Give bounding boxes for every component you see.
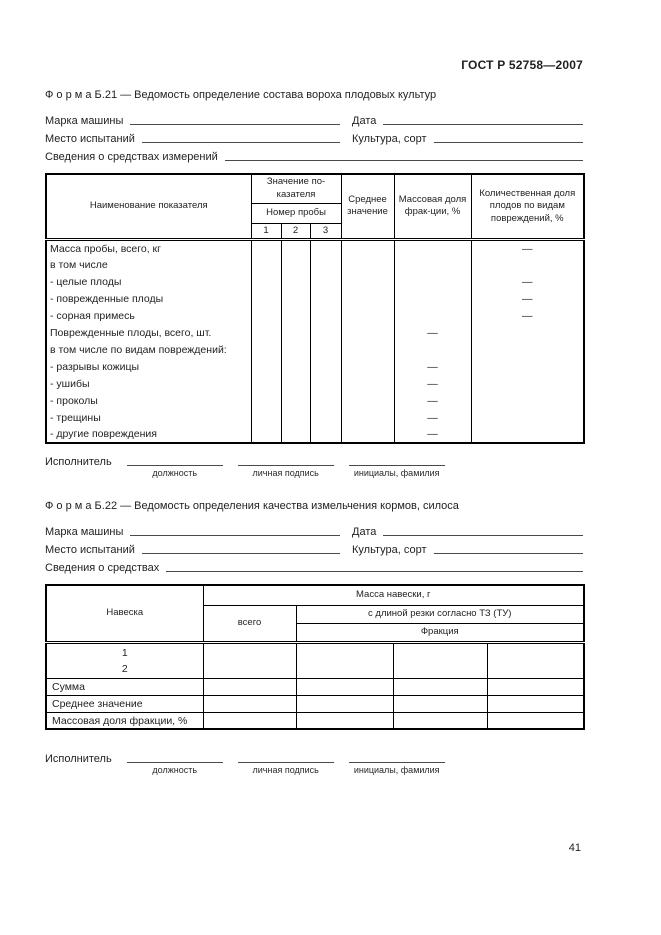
culture-label: Культура, сорт	[352, 544, 427, 557]
row-label: Масса пробы, всего, кг	[46, 239, 251, 256]
row-label: Сумма	[46, 678, 203, 695]
cell-probe-1	[251, 239, 281, 256]
cell-mean	[341, 239, 394, 256]
machine-label: Марка машины	[45, 526, 124, 539]
cell-probe-3	[310, 239, 341, 256]
row-label: в том числе по видам повреждений:	[46, 341, 251, 358]
row-label: - другие повреждения	[46, 426, 251, 443]
cell-probe-3	[310, 341, 341, 358]
cell-probe-1	[251, 273, 281, 290]
row-label: - поврежденные плоды	[46, 290, 251, 307]
cell-probe-2	[281, 358, 310, 375]
cell-fraction-3	[487, 712, 584, 729]
signature-blank-line	[349, 455, 445, 466]
cell-fraction-2	[393, 695, 487, 712]
table-row	[46, 392, 584, 409]
cell-fraction-2	[393, 712, 487, 729]
cell-mass-fraction: —	[394, 324, 471, 341]
cell-mass-fraction: —	[394, 409, 471, 426]
table-row	[46, 642, 584, 678]
cell-probe-1	[251, 358, 281, 375]
cell-mean	[341, 409, 394, 426]
cell-quantity-share	[471, 256, 584, 273]
signature-position	[127, 752, 223, 775]
field-row	[45, 109, 583, 127]
cell-probe-2	[281, 256, 310, 273]
cell-probe-3	[310, 426, 341, 443]
table-row	[46, 239, 584, 256]
page-content	[45, 58, 583, 775]
table-row	[46, 290, 584, 307]
cell-mean	[341, 375, 394, 392]
form-b21-title: Ф о р м а Б.21 — Ведомость определение состава вороха плодовых культур	[45, 89, 437, 101]
cell-total	[203, 678, 296, 695]
cell-total	[203, 712, 296, 729]
naveska-number-1: 1	[121, 646, 128, 659]
form-b22-fields	[45, 520, 583, 574]
cell-probe-1	[251, 375, 281, 392]
cell-probe-1	[251, 426, 281, 443]
standard-code: ГОСТ Р 52758—2007	[461, 58, 583, 72]
signature-blank-line	[349, 752, 445, 763]
cell-probe-2	[281, 392, 310, 409]
cell-fraction-3	[487, 642, 584, 678]
row-label: - сорная примесь	[46, 307, 251, 324]
field-row	[45, 556, 583, 574]
cell-quantity-share: —	[471, 239, 584, 256]
cell-mean	[341, 290, 394, 307]
cell-fraction-1	[296, 695, 393, 712]
cell-fraction-2	[393, 642, 487, 678]
means-label: Сведения о средствах	[45, 562, 160, 575]
naveska-numbers-cell	[46, 642, 203, 678]
col-fraction-header: Фракция	[296, 623, 584, 642]
cell-quantity-share	[471, 341, 584, 358]
table-row	[46, 341, 584, 358]
cell-probe-2	[281, 273, 310, 290]
cell-mean	[341, 358, 394, 375]
cell-quantity-share	[471, 392, 584, 409]
grinding-table-body	[46, 642, 584, 729]
measuring-blank-line	[225, 158, 583, 161]
cell-mass-fraction: —	[394, 358, 471, 375]
signature-blank-line	[238, 752, 334, 763]
culture-label: Культура, сорт	[352, 133, 427, 145]
cell-probe-1	[251, 307, 281, 324]
table-row	[46, 358, 584, 375]
culture-blank-line	[434, 140, 584, 143]
table-row	[46, 678, 584, 695]
row-label: - разрывы кожицы	[46, 358, 251, 375]
signature-blank-line	[127, 455, 223, 466]
field-date	[352, 526, 583, 538]
col-naveska-header: Навеска	[46, 585, 203, 642]
col-cut-length-header: с длиной резки согласно ТЗ (ТУ)	[296, 605, 584, 623]
cell-probe-3	[310, 256, 341, 273]
cell-probe-1	[251, 256, 281, 273]
field-date	[352, 115, 583, 127]
cell-fraction-3	[487, 695, 584, 712]
cell-mean	[341, 273, 394, 290]
composition-table	[45, 173, 585, 444]
position-sublabel: должность	[152, 765, 198, 776]
field-place	[45, 544, 340, 556]
cell-probe-1	[251, 409, 281, 426]
cell-probe-3	[310, 307, 341, 324]
signature-personal	[238, 455, 334, 478]
table-row	[46, 712, 584, 729]
cell-mass-fraction	[394, 273, 471, 290]
col-name-header: Наименование показателя	[46, 174, 251, 239]
name-sublabel: инициалы, фамилия	[353, 468, 440, 479]
row-label: Поврежденные плоды, всего, шт.	[46, 324, 251, 341]
cell-fraction-1	[296, 642, 393, 678]
table-row	[46, 273, 584, 290]
date-blank-line	[383, 122, 583, 125]
cell-probe-1	[251, 392, 281, 409]
culture-blank-line	[434, 551, 584, 554]
cell-probe-2	[281, 409, 310, 426]
field-row	[45, 538, 583, 556]
signature-blank-line	[238, 455, 334, 466]
col-mean-header: Среднее значение	[341, 174, 394, 239]
executor-block-b22	[45, 752, 583, 775]
measuring-label: Сведения о средствах измерений	[45, 151, 218, 163]
cell-probe-2	[281, 341, 310, 358]
col-value-header: Значение по-казателя	[251, 174, 341, 203]
composition-table-body	[46, 239, 584, 443]
machine-blank-line	[130, 533, 340, 536]
cell-quantity-share	[471, 409, 584, 426]
cell-fraction-1	[296, 712, 393, 729]
cell-mean	[341, 256, 394, 273]
cell-mean	[341, 307, 394, 324]
col-total-header: всего	[203, 605, 296, 642]
field-row	[45, 145, 583, 163]
table-row	[46, 256, 584, 273]
row-label: - целые плоды	[46, 273, 251, 290]
table-row	[46, 307, 584, 324]
date-label: Дата	[352, 526, 377, 539]
row-label: Среднее значение	[46, 695, 203, 712]
sample-1-header: 1	[251, 223, 281, 239]
cell-mass-fraction: —	[394, 426, 471, 443]
cell-probe-1	[251, 324, 281, 341]
page-number: 41	[568, 842, 581, 854]
cell-quantity-share	[471, 358, 584, 375]
cell-probe-3	[310, 324, 341, 341]
signature-blank-line	[127, 752, 223, 763]
cell-fraction-3	[487, 678, 584, 695]
cell-probe-1	[251, 290, 281, 307]
table-row	[46, 409, 584, 426]
cell-probe-2	[281, 426, 310, 443]
cell-mass-fraction	[394, 307, 471, 324]
table-row	[46, 695, 584, 712]
place-blank-line	[142, 140, 340, 143]
cell-fraction-1	[296, 678, 393, 695]
row-label: - ушибы	[46, 375, 251, 392]
cell-probe-3	[310, 409, 341, 426]
cell-mass-fraction	[394, 341, 471, 358]
cell-probe-3	[310, 392, 341, 409]
machine-blank-line	[130, 122, 340, 125]
sample-3-header: 3	[310, 223, 341, 239]
col-mass-header: Массовая доля фрак-ции, %	[394, 174, 471, 239]
row-label: - проколы	[46, 392, 251, 409]
col-sample-header: Номер пробы	[251, 203, 341, 223]
cell-total	[203, 695, 296, 712]
row-label: в том числе	[46, 256, 251, 273]
field-place	[45, 133, 340, 145]
table-row	[46, 426, 584, 443]
name-sublabel: инициалы, фамилия	[353, 765, 440, 776]
field-machine	[45, 526, 340, 538]
table-row	[46, 324, 584, 341]
naveska-number-2: 2	[121, 662, 128, 675]
cell-mass-fraction: —	[394, 375, 471, 392]
place-label: Место испытаний	[45, 544, 135, 557]
cell-quantity-share	[471, 426, 584, 443]
signature-name	[349, 455, 445, 478]
grinding-table	[45, 584, 585, 730]
cell-total	[203, 642, 296, 678]
machine-label: Марка машины	[45, 115, 124, 127]
table-row	[46, 375, 584, 392]
place-blank-line	[142, 551, 340, 554]
field-row	[45, 127, 583, 145]
form-b21-fields	[45, 109, 583, 163]
cell-mean	[341, 426, 394, 443]
cell-probe-1	[251, 341, 281, 358]
col-quantity-header: Количественная доля плодов по видам повреждений, %	[471, 174, 584, 239]
signature-name	[349, 752, 445, 775]
cell-probe-2	[281, 307, 310, 324]
signature-sublabel: личная подпись	[252, 468, 319, 479]
cell-mass-fraction: —	[394, 392, 471, 409]
date-blank-line	[383, 533, 583, 536]
form-b22-title: Ф о р м а Б.22 — Ведомость определения качества измельчения кормов, силоса	[45, 500, 459, 513]
grinding-table-header	[46, 585, 584, 642]
cell-mass-fraction	[394, 256, 471, 273]
cell-quantity-share: —	[471, 273, 584, 290]
composition-table-header	[46, 174, 584, 239]
cell-mass-fraction	[394, 290, 471, 307]
cell-probe-2	[281, 324, 310, 341]
place-label: Место испытаний	[45, 133, 135, 145]
field-row	[45, 520, 583, 538]
cell-fraction-2	[393, 678, 487, 695]
row-label: - трещины	[46, 409, 251, 426]
position-sublabel: должность	[152, 468, 198, 479]
signature-sublabel: личная подпись	[252, 765, 319, 776]
means-blank-line	[166, 569, 583, 572]
row-label: Массовая доля фракции, %	[46, 712, 203, 729]
signature-position	[127, 455, 223, 478]
cell-mean	[341, 392, 394, 409]
executor-label: Исполнитель	[45, 753, 112, 766]
cell-quantity-share: —	[471, 290, 584, 307]
field-culture	[352, 133, 583, 145]
sample-2-header: 2	[281, 223, 310, 239]
executor-block-b21	[45, 455, 583, 478]
date-label: Дата	[352, 115, 377, 127]
field-culture	[352, 544, 583, 556]
field-machine	[45, 115, 340, 127]
executor-label: Исполнитель	[45, 456, 112, 469]
cell-probe-3	[310, 358, 341, 375]
cell-mass-fraction	[394, 239, 471, 256]
cell-probe-2	[281, 239, 310, 256]
cell-probe-2	[281, 375, 310, 392]
cell-quantity-share	[471, 375, 584, 392]
cell-probe-3	[310, 273, 341, 290]
cell-probe-3	[310, 290, 341, 307]
col-mass-header: Масса навески, г	[203, 585, 584, 605]
cell-probe-3	[310, 375, 341, 392]
cell-mean	[341, 324, 394, 341]
signature-personal	[238, 752, 334, 775]
cell-quantity-share	[471, 324, 584, 341]
cell-quantity-share: —	[471, 307, 584, 324]
cell-mean	[341, 341, 394, 358]
cell-probe-2	[281, 290, 310, 307]
